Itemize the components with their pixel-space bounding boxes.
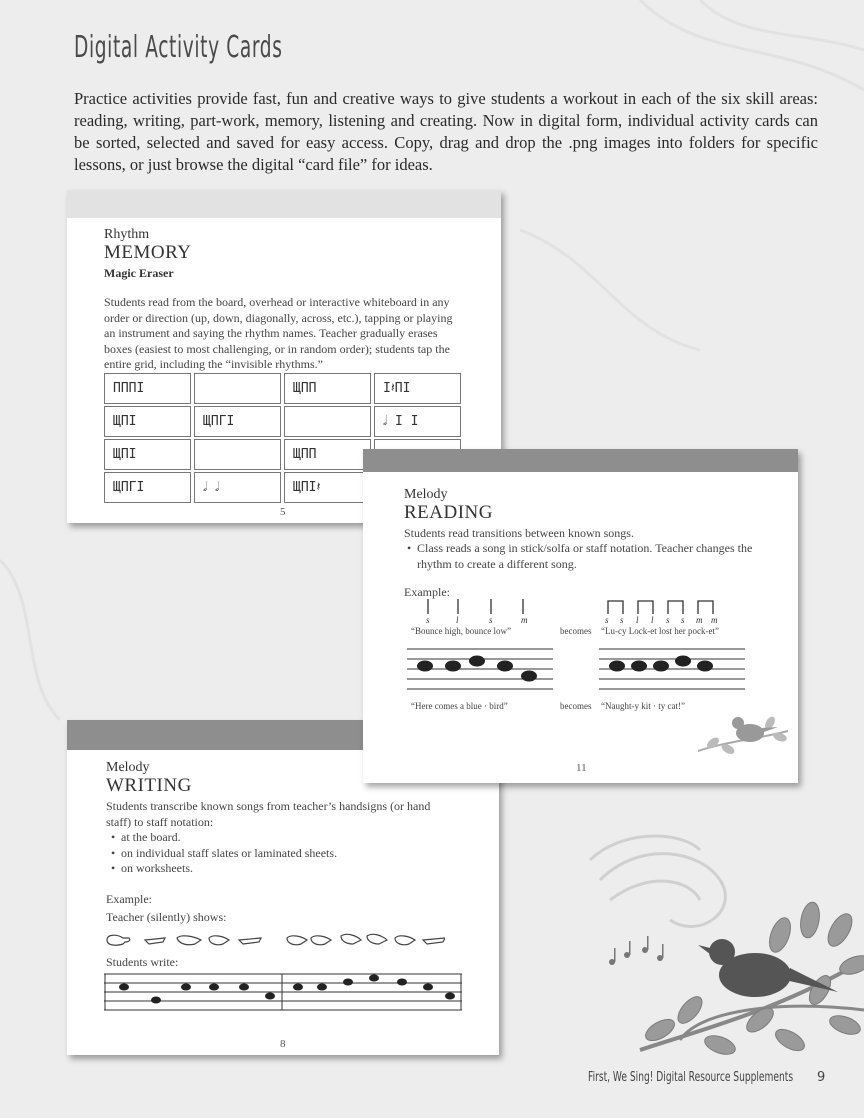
hand-icon <box>145 938 165 944</box>
solfa-syllable: s <box>605 615 609 625</box>
hand-icon <box>239 938 261 944</box>
intro-paragraph: Practice activities provide fast, fun and creative ways to give students a workout in each of the six skill areas: reading, writing, part-work, memory, listening and creating. Now in digital form, individual activity cards can be sorted, selected and saved for easy access. Copy, drag and drop the .png images into folders for specific lessons, or just browse the digital “card file” for ideas. <box>74 89 818 174</box>
handsigns-row <box>105 930 445 950</box>
list-item: • on individual staff slates or laminated sheets. <box>109 846 439 862</box>
card-bullet-list <box>405 541 755 572</box>
grid-cell <box>194 439 281 470</box>
card-body: Students transcribe known songs from teacher’s handsigns (or hand staff) to staff notation: <box>106 799 431 829</box>
hand-icon <box>367 934 387 944</box>
card-bullet-list <box>109 830 439 877</box>
card-heading: WRITING <box>106 775 192 796</box>
staff-left <box>407 647 555 693</box>
card-category: Melody <box>404 487 448 502</box>
grid-cell: ЩПП <box>284 373 371 404</box>
lyric-line: “Bounce high, bounce low” <box>411 626 511 636</box>
card-heading: MEMORY <box>104 242 192 263</box>
example-label: Example: <box>106 892 152 906</box>
grid-cell: ЩПП <box>284 439 371 470</box>
page-number: 9 <box>817 1070 826 1085</box>
staff-notation <box>104 972 464 1012</box>
students-label: Students write: <box>106 955 179 969</box>
solfa-syllable: m <box>711 615 718 625</box>
hand-icon <box>341 934 361 944</box>
grid-cell: 𝅗𝅥 І І <box>374 406 461 437</box>
hand-icon <box>423 938 445 944</box>
grid-cell <box>284 406 371 437</box>
card-subtitle: Magic Eraser <box>104 266 174 280</box>
solfa-syllable: s <box>489 615 493 625</box>
solfa-syllable: l <box>651 615 654 625</box>
solfa-syllable: m <box>521 615 528 625</box>
bird-on-branch-icon <box>698 701 788 761</box>
solfa-syllable: s <box>426 615 430 625</box>
solfa-syllable: s <box>681 615 685 625</box>
solfa-syllable: s <box>666 615 670 625</box>
grid-cell: ЩПІ <box>104 406 191 437</box>
grid-cell: 𝅗𝅥 𝅗𝅥 <box>194 472 281 503</box>
stick-notation-right <box>603 599 723 615</box>
example-label: Example: <box>404 585 450 599</box>
lyric-becomes: becomes <box>560 701 592 711</box>
lyric-becomes: becomes <box>560 626 592 636</box>
card-category: Melody <box>106 760 150 775</box>
card-header-bar <box>67 190 501 218</box>
list-item: • Class reads a song in stick/solfa or staff notation. Teacher changes the rhythm to create a different song. <box>405 541 755 572</box>
grid-cell: ПППІ <box>104 373 191 404</box>
footer-title: First, We Sing! Digital Resource Supplements <box>588 1070 794 1085</box>
solfa-syllable: s <box>620 615 624 625</box>
hand-icon <box>177 936 201 945</box>
grid-cell: І𝄽ПІ <box>374 373 461 404</box>
hand-icon <box>209 936 229 945</box>
lyric-line: “Lu-cy Lock-et lost her pock-et” <box>601 626 719 636</box>
grid-cell: ЩПГІ <box>104 472 191 503</box>
teacher-label: Teacher (silently) shows: <box>106 910 227 924</box>
list-item: • on worksheets. <box>109 861 439 877</box>
card-body: Students read transitions between known songs. <box>404 526 634 540</box>
flourish-ornament <box>590 836 725 926</box>
hand-icon <box>395 936 415 945</box>
grid-cell <box>194 373 281 404</box>
list-item: • at the board. <box>109 830 439 846</box>
hand-icon <box>311 936 331 945</box>
grid-cell: ЩПГІ <box>194 406 281 437</box>
card-melody-reading[interactable] <box>363 449 798 783</box>
hand-icon <box>107 935 130 945</box>
staff-right <box>599 647 747 693</box>
music-notes-icon <box>609 936 664 965</box>
card-category: Rhythm <box>104 227 150 242</box>
card-heading: READING <box>404 502 493 523</box>
hand-icon <box>287 936 307 945</box>
grid-cell: ЩПІ𝄽 <box>284 472 371 503</box>
stick-notation-left <box>423 599 533 615</box>
solfa-syllable: m <box>696 615 703 625</box>
lyric-line: “Here comes a blue · bird” <box>411 701 508 711</box>
card-header-bar <box>363 449 798 472</box>
lyric-line: “Naught-y kit · ty cat!” <box>601 701 685 711</box>
grid-cell: ЩПІ <box>104 439 191 470</box>
card-page-number: 11 <box>576 762 587 774</box>
solfa-syllable: l <box>456 615 459 625</box>
page-title: Digital Activity Cards <box>74 30 283 65</box>
card-body: Students read from the board, overhead or interactive whiteboard in any order or direction (up, down, diagonally, across, etc.), tapping or playing an instrument and saying the rhythm names. Teacher gradually erases boxes (easiest to most challenging, or in random order); students tap the entire grid, including the “invisible rhythms.” <box>104 295 453 371</box>
solfa-syllable: l <box>636 615 639 625</box>
card-page-number: 5 <box>280 506 286 518</box>
card-page-number: 8 <box>280 1038 286 1050</box>
